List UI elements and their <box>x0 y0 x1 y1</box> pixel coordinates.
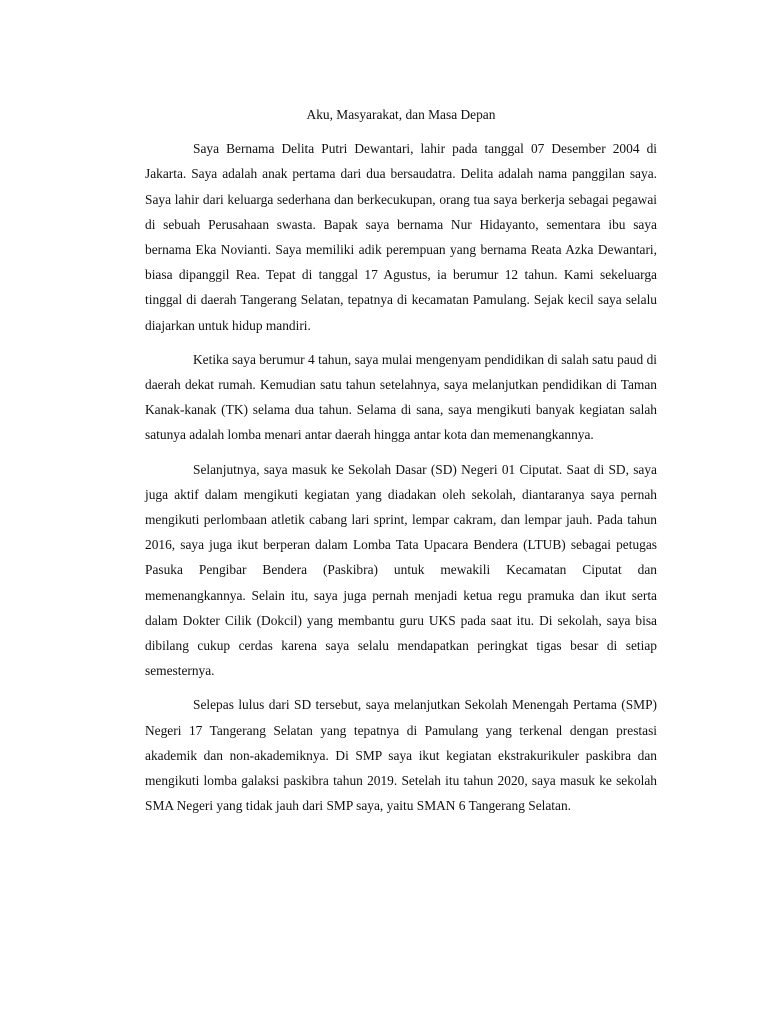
paragraph-4: Selepas lulus dari SD tersebut, saya melanjutkan Sekolah Menengah Pertama (SMP) Negeri 17 Tangerang Selatan yang tepatnya di Pamulang yang terkenal dengan prestasi akademik dan non-akademiknya. Di SMP saya ikut kegiatan ekstrakurikuler paskibra dan mengikuti lomba galaksi paskibra tahun 2019. Setelah itu tahun 2020, saya masuk ke sekolah SMA Negeri yang tidak jauh dari SMP saya, yaitu SMAN 6 Tangerang Selatan. <box>145 697 657 814</box>
paragraph-3: Selanjutnya, saya masuk ke Sekolah Dasar (SD) Negeri 01 Ciputat. Saat di SD, saya juga aktif dalam mengikuti kegiatan yang diadakan oleh sekolah, diantaranya saya pernah mengikuti perlombaan atletik cabang lari sprint, lempar cakram, dan lempar jauh. Pada tahun 2016, saya juga ikut berperan dalam Lomba Tata Upacara Bendera (LTUB) sebagai petugas Pasuka Pengibar Bendera (Paskibra) untuk mewakili Kecamatan Ciputat dan memenangkannya. Selain itu, saya juga pernah menjadi ketua regu pramuka dan ikut serta dalam Dokter Cilik (Dokcil) yang membantu guru UKS pada saat itu. Di sekolah, saya bisa dibilang cukup cerdas karena saya selalu mendapatkan peringkat tigas besar di setiap semesternya. <box>145 461 657 679</box>
document-body <box>145 102 657 827</box>
paragraph-2: Ketika saya berumur 4 tahun, saya mulai mengenyam pendidikan di salah satu paud di daerah dekat rumah. Kemudian satu tahun setelahnya, saya melanjutkan pendidikan di Taman Kanak-kanak (TK) selama dua tahun. Selama di sana, saya mengikuti banyak kegiatan salah satunya adalah lomba menari antar daerah hingga antar kota dan memenangkannya. <box>145 351 657 443</box>
document-title: Aku, Masyarakat, dan Masa Depan <box>306 107 496 122</box>
paragraph-1: Saya Bernama Delita Putri Dewantari, lahir pada tanggal 07 Desember 2004 di Jakarta. Saya adalah anak pertama dari dua bersaudatra. Delita adalah nama panggilan saya. Saya lahir dari keluarga sederhana dan berkecukupan, orang tua saya berkerja sebagai pegawai di sebuah Perusahaan swasta. Bapak saya bernama Nur Hidayanto, sementara ibu saya bernama Eka Novianti. Saya memiliki adik perempuan yang bernama Reata Azka Dewantari, biasa dipanggil Rea. Tepat di tanggal 17 Agustus, ia berumur 12 tahun. Kami sekeluarga tinggal di daerah Tangerang Selatan, tepatnya di kecamatan Pamulang. Sejak kecil saya selalu diajarkan untuk hidup mandiri. <box>145 141 657 333</box>
